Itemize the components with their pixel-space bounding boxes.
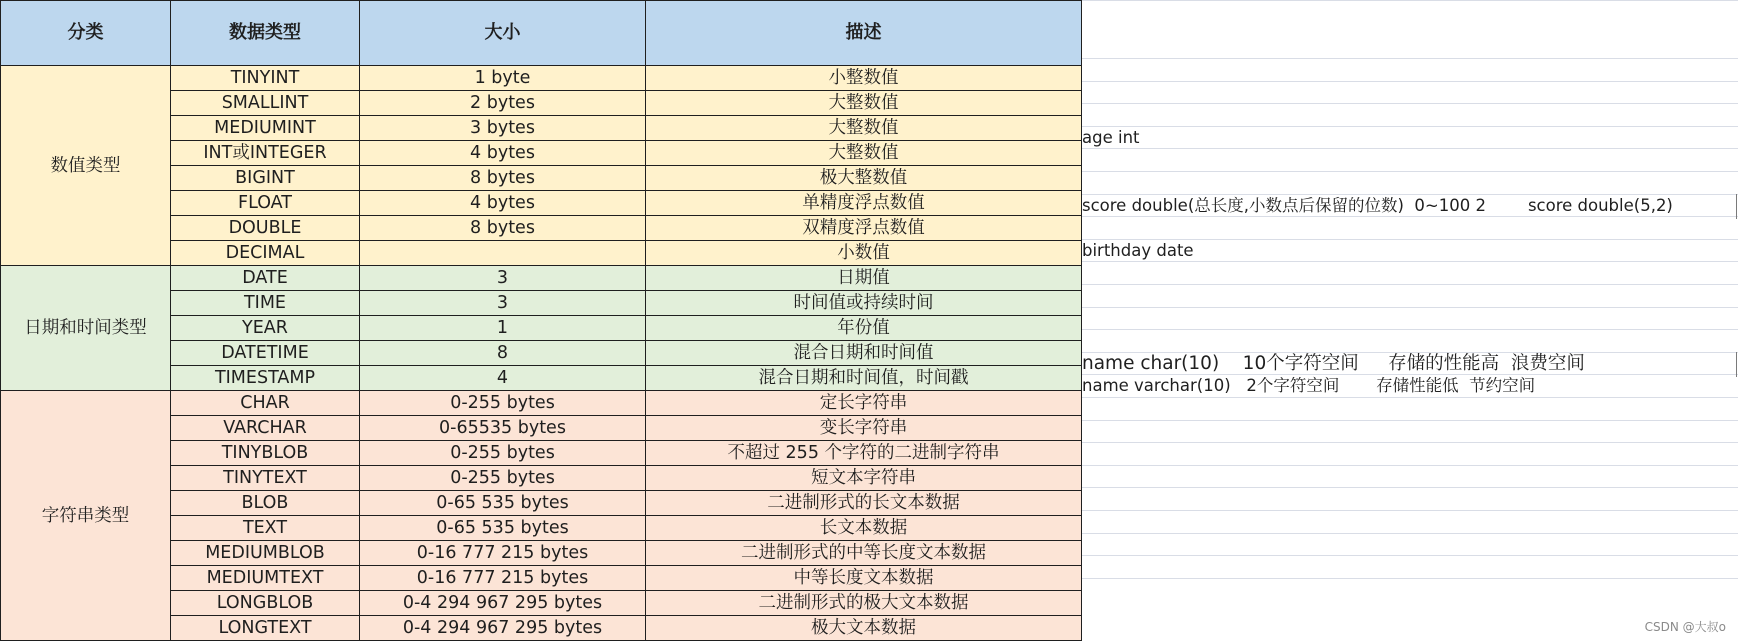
note-char[interactable]: name char(10) 10个字符空间 存储的性能高 浪费空间 (1082, 352, 1585, 374)
size-cell[interactable]: 0-4 294 967 295 bytes (360, 591, 646, 616)
table-body (1, 66, 1082, 641)
description-cell[interactable]: 短文本字符串 (646, 466, 1082, 491)
description-cell[interactable]: 中等长度文本数据 (646, 566, 1082, 591)
data-type-cell[interactable]: BLOB (171, 491, 360, 516)
gridline (1080, 510, 1738, 511)
gridline (1080, 103, 1738, 104)
size-cell[interactable]: 3 bytes (360, 116, 646, 141)
data-type-cell[interactable]: INT或INTEGER (171, 141, 360, 166)
size-cell[interactable]: 8 bytes (360, 216, 646, 241)
gridline (1080, 81, 1738, 82)
description-cell[interactable]: 日期值 (646, 266, 1082, 291)
description-cell[interactable]: 大整数值 (646, 91, 1082, 116)
gridline (1080, 329, 1738, 330)
data-type-cell[interactable]: LONGBLOB (171, 591, 360, 616)
data-type-cell[interactable]: MEDIUMINT (171, 116, 360, 141)
size-cell[interactable]: 8 (360, 341, 646, 366)
data-type-cell[interactable]: MEDIUMBLOB (171, 541, 360, 566)
description-cell[interactable]: 二进制形式的长文本数据 (646, 491, 1082, 516)
gridline (1080, 126, 1738, 127)
header-description[interactable]: 描述 (646, 1, 1082, 66)
data-type-cell[interactable]: CHAR (171, 391, 360, 416)
description-cell[interactable]: 大整数值 (646, 141, 1082, 166)
gridline (1080, 284, 1738, 285)
data-type-cell[interactable]: MEDIUMTEXT (171, 566, 360, 591)
note-double[interactable]: score double(总长度,小数点后保留的位数) 0~100 2 score double(5,2) (1082, 195, 1673, 215)
category-cell-datetime[interactable]: 日期和时间类型 (1, 266, 171, 391)
table-row (1, 66, 1082, 91)
data-type-cell[interactable]: VARCHAR (171, 416, 360, 441)
data-type-cell[interactable]: SMALLINT (171, 91, 360, 116)
category-cell-string[interactable]: 字符串类型 (1, 391, 171, 641)
description-cell[interactable]: 双精度浮点数值 (646, 216, 1082, 241)
gridline (1080, 555, 1738, 556)
data-type-cell[interactable]: DATETIME (171, 341, 360, 366)
gridline (1080, 533, 1738, 534)
size-cell[interactable]: 0-65535 bytes (360, 416, 646, 441)
size-cell[interactable]: 4 (360, 366, 646, 391)
gridline (1080, 0, 1738, 1)
size-cell[interactable]: 3 (360, 266, 646, 291)
gridline (1080, 307, 1738, 308)
data-type-cell[interactable]: TIME (171, 291, 360, 316)
gridline (1080, 442, 1738, 443)
size-cell[interactable]: 0-4 294 967 295 bytes (360, 616, 646, 641)
cell-edge-marker (1736, 352, 1737, 377)
table-row (1, 391, 1082, 416)
description-cell[interactable]: 时间值或持续时间 (646, 291, 1082, 316)
description-cell[interactable]: 小数值 (646, 241, 1082, 266)
description-cell[interactable]: 大整数值 (646, 116, 1082, 141)
gridline (1080, 420, 1738, 421)
size-cell[interactable]: 0-16 777 215 bytes (360, 566, 646, 591)
size-cell[interactable]: 0-65 535 bytes (360, 491, 646, 516)
size-cell[interactable]: 0-16 777 215 bytes (360, 541, 646, 566)
data-type-cell[interactable]: BIGINT (171, 166, 360, 191)
size-cell[interactable]: 2 bytes (360, 91, 646, 116)
category-cell-numeric[interactable]: 数值类型 (1, 66, 171, 266)
description-cell[interactable]: 混合日期和时间值，时间戳 (646, 366, 1082, 391)
header-size[interactable]: 大小 (360, 1, 646, 66)
description-cell[interactable]: 极大文本数据 (646, 616, 1082, 641)
gridline (1080, 148, 1738, 149)
size-cell[interactable]: 0-255 bytes (360, 466, 646, 491)
size-cell[interactable]: 4 bytes (360, 191, 646, 216)
size-cell[interactable]: 0-255 bytes (360, 391, 646, 416)
data-type-cell[interactable]: LONGTEXT (171, 616, 360, 641)
header-category[interactable]: 分类 (1, 1, 171, 66)
description-cell[interactable]: 年份值 (646, 316, 1082, 341)
table-row (1, 266, 1082, 291)
data-type-cell[interactable]: YEAR (171, 316, 360, 341)
description-cell[interactable]: 混合日期和时间值 (646, 341, 1082, 366)
data-type-cell[interactable]: FLOAT (171, 191, 360, 216)
data-type-cell[interactable]: TINYTEXT (171, 466, 360, 491)
gridline (1080, 578, 1738, 579)
note-varchar[interactable]: name varchar(10) 2个字符空间 存储性能低 节约空间 (1082, 376, 1536, 396)
description-cell[interactable]: 单精度浮点数值 (646, 191, 1082, 216)
data-type-cell[interactable]: DECIMAL (171, 241, 360, 266)
size-cell[interactable]: 1 byte (360, 66, 646, 91)
size-cell[interactable]: 4 bytes (360, 141, 646, 166)
description-cell[interactable]: 定长字符串 (646, 391, 1082, 416)
data-type-cell[interactable]: TINYBLOB (171, 441, 360, 466)
size-cell[interactable]: 3 (360, 291, 646, 316)
watermark: CSDN @大叔o (1644, 620, 1726, 634)
description-cell[interactable]: 极大整数值 (646, 166, 1082, 191)
gridline (1080, 171, 1738, 172)
size-cell[interactable]: 0-65 535 bytes (360, 516, 646, 541)
gridline (1080, 58, 1738, 59)
size-cell[interactable]: 1 (360, 316, 646, 341)
note-int[interactable]: age int (1082, 127, 1140, 147)
description-cell[interactable]: 不超过 255 个字符的二进制字符串 (646, 441, 1082, 466)
description-cell[interactable]: 二进制形式的极大文本数据 (646, 591, 1082, 616)
data-type-cell[interactable]: DATE (171, 266, 360, 291)
gridline (1080, 487, 1738, 488)
note-date[interactable]: birthday date (1082, 240, 1194, 260)
size-cell[interactable]: 0-255 bytes (360, 441, 646, 466)
description-cell[interactable]: 小整数值 (646, 66, 1082, 91)
size-cell[interactable]: 8 bytes (360, 166, 646, 191)
cell-edge-marker (1736, 194, 1737, 219)
header-data-type[interactable]: 数据类型 (171, 1, 360, 66)
description-cell[interactable]: 二进制形式的中等长度文本数据 (646, 541, 1082, 566)
data-type-cell[interactable]: TEXT (171, 516, 360, 541)
data-type-cell[interactable]: TINYINT (171, 66, 360, 91)
data-type-cell[interactable]: TIMESTAMP (171, 366, 360, 391)
data-type-cell[interactable]: DOUBLE (171, 216, 360, 241)
description-cell[interactable]: 变长字符串 (646, 416, 1082, 441)
description-cell[interactable]: 长文本数据 (646, 516, 1082, 541)
header-row (1, 1, 1082, 66)
size-cell[interactable] (360, 241, 646, 266)
gridline (1080, 465, 1738, 466)
